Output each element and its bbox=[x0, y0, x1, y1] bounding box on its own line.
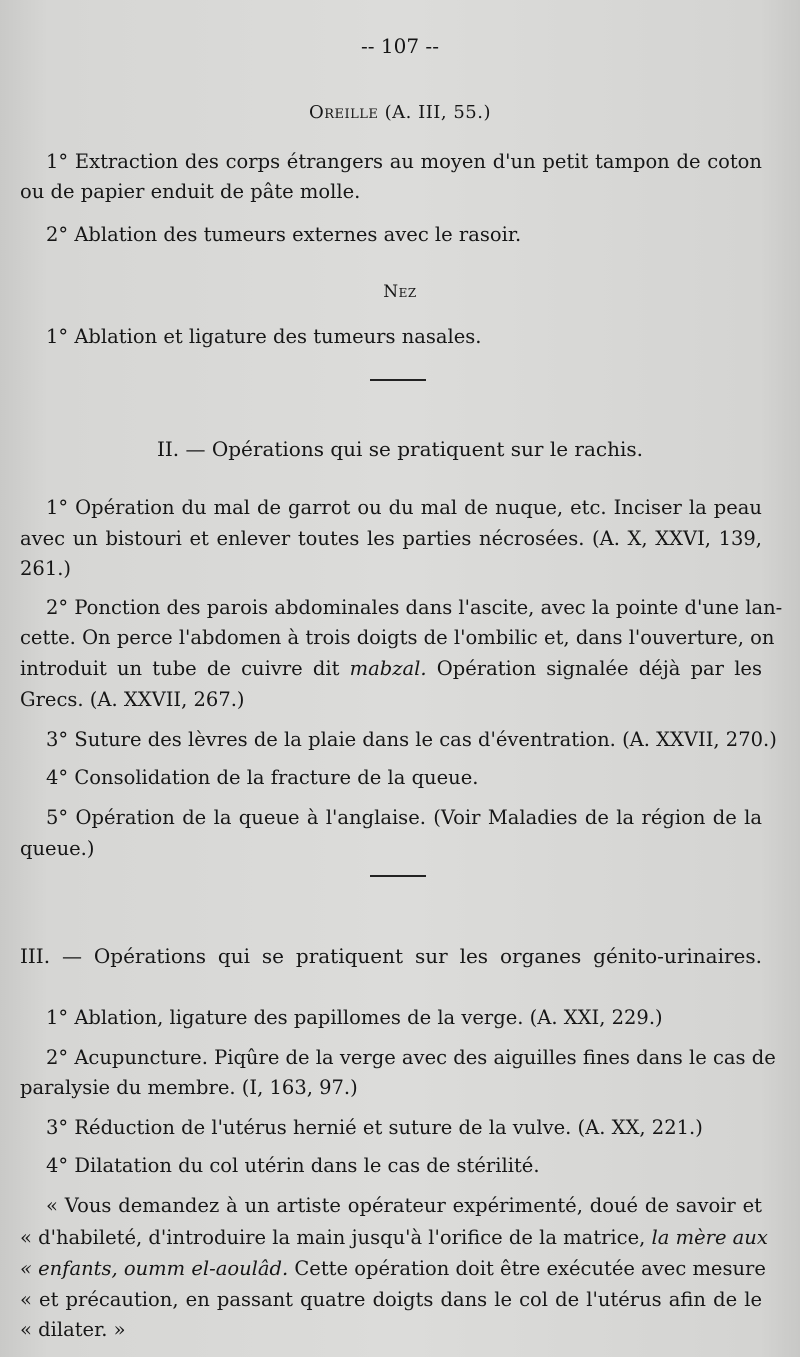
paragraph-line: ou de papier enduit de pâte molle. bbox=[20, 180, 361, 203]
section-heading-genito: III. — Opérations qui se pratiquent sur les organes génito-urinaires. bbox=[20, 944, 762, 968]
section-divider bbox=[370, 379, 426, 381]
paragraph-line: 2° Ablation des tumeurs externes avec le rasoir. bbox=[46, 223, 522, 246]
paragraph-line: 2° Ponction des parois abdominales dans l'ascite, avec la pointe d'une lan- bbox=[46, 596, 783, 619]
quote-line: « et précaution, en passant quatre doigts dans le col de l'utérus afin de le bbox=[20, 1288, 762, 1311]
paragraph-line: 3° Suture des lèvres de la plaie dans le cas d'éventration. (A. XXVII, 270.) bbox=[46, 728, 777, 751]
section-divider bbox=[370, 875, 426, 877]
text-run: Cette opération doit être exécutée avec mesure bbox=[288, 1257, 766, 1280]
quote-line: « dilater. » bbox=[20, 1318, 126, 1341]
italic-term: la mère aux bbox=[651, 1226, 768, 1249]
paragraph-line: 4° Consolidation de la fracture de la queue. bbox=[46, 766, 479, 789]
text-run: « d'habileté, d'introduire la main jusqu'à l'orifice de la matrice, bbox=[20, 1226, 652, 1249]
paragraph-line: 4° Dilatation du col utérin dans le cas de stérilité. bbox=[46, 1154, 540, 1177]
section-heading-nez: Nez bbox=[383, 282, 417, 302]
paragraph-line: 1° Ablation, ligature des papillomes de la verge. (A. XXI, 229.) bbox=[46, 1006, 663, 1029]
italic-term: « enfants, oumm el-aoulâd. bbox=[20, 1257, 289, 1280]
paragraph-line: 3° Réduction de l'utérus hernié et suture de la vulve. (A. XX, 221.) bbox=[46, 1116, 703, 1139]
paragraph-line: cette. On perce l'abdomen à trois doigts de l'ombilic et, dans l'ouverture, on bbox=[20, 626, 775, 649]
paragraph-line bbox=[20, 657, 762, 681]
page-number: -- 107 -- bbox=[361, 34, 439, 58]
italic-term: mabzal. bbox=[349, 657, 427, 680]
paragraph-line: 2° Acupuncture. Piqûre de la verge avec des aiguilles fines dans le cas de bbox=[46, 1046, 776, 1069]
paragraph-line: Grecs. (A. XXVII, 267.) bbox=[20, 688, 245, 711]
section-heading-rachis: II. — Opérations qui se pratiquent sur le rachis. bbox=[156, 437, 643, 461]
quote-line: « Vous demandez à un artiste opérateur expérimenté, doué de savoir et bbox=[46, 1194, 762, 1217]
paragraph-line: 261.) bbox=[20, 557, 72, 580]
text-run: Opération signalée déjà par les bbox=[426, 657, 762, 680]
paragraph-line: 1° Ablation et ligature des tumeurs nasales. bbox=[46, 325, 482, 348]
quote-line bbox=[20, 1257, 766, 1281]
paragraph-line: paralysie du membre. (I, 163, 97.) bbox=[20, 1076, 358, 1099]
text-run: introduit un tube de cuivre dit bbox=[20, 657, 350, 680]
paragraph-line: queue.) bbox=[20, 837, 95, 860]
paragraph-line: avec un bistouri et enlever toutes les parties nécrosées. (A. X, XXVI, 139, bbox=[20, 527, 762, 550]
section-heading-oreille: Oreille (A. III, 55.) bbox=[308, 102, 492, 123]
quote-line bbox=[20, 1226, 768, 1250]
paragraph-line: 5° Opération de la queue à l'anglaise. (Voir Maladies de la région de la bbox=[46, 806, 762, 829]
paragraph-line: 1° Opération du mal de garrot ou du mal de nuque, etc. Inciser la peau bbox=[46, 496, 762, 519]
paragraph-line: 1° Extraction des corps étrangers au moyen d'un petit tampon de coton bbox=[46, 150, 762, 173]
